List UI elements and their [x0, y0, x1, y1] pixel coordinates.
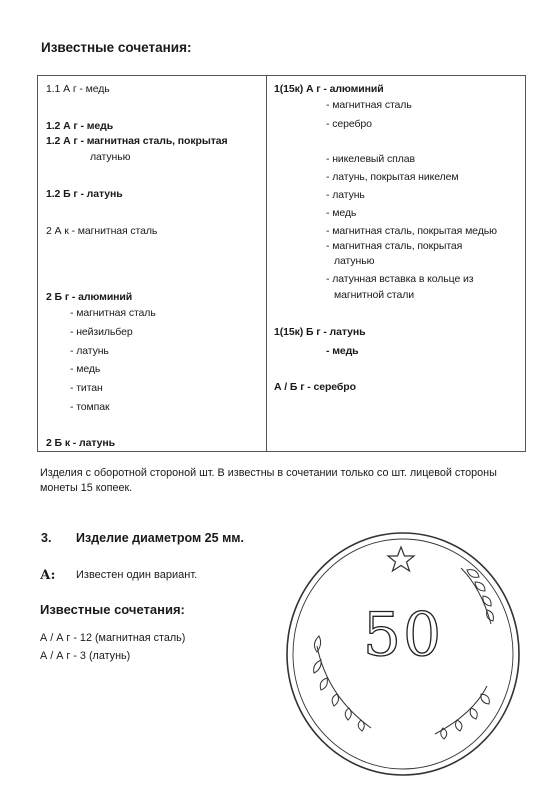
- table-cell-left: 2 Б г - алюминий: [46, 291, 133, 303]
- known-combinations-heading: Известные сочетания:: [41, 40, 192, 55]
- star-icon: [388, 547, 414, 571]
- table-cell-right: латунью: [334, 255, 375, 267]
- table-cell-left: - магнитная сталь: [70, 307, 156, 319]
- section-number: 3.: [41, 531, 52, 545]
- right-wreath-bottom-icon: [435, 686, 489, 739]
- table-cell-left: - медь: [70, 363, 101, 375]
- table-cell-right: 1(15к) А г - алюминий: [274, 83, 384, 95]
- table-cell-left: 1.2 А г - медь: [46, 120, 114, 132]
- table-cell-right: - латунная вставка в кольце из: [326, 273, 474, 285]
- table-cell-right: 1(15к) Б г - латунь: [274, 326, 366, 338]
- coin-denomination: 50: [362, 600, 444, 670]
- table-cell-left: 2 А к - магнитная сталь: [46, 225, 158, 237]
- table-cell-right: А / Б г - серебро: [274, 381, 356, 393]
- combination-item: А / А г - 12 (магнитная сталь): [40, 632, 186, 644]
- section-title: Изделие диаметром 25 мм.: [76, 531, 245, 545]
- table-cell-left: - томпак: [70, 401, 110, 413]
- table-cell-right: - магнитная сталь, покрытая: [326, 240, 463, 252]
- table-cell-right: - медь: [326, 345, 359, 357]
- known-combinations-heading-2: Известные сочетания:: [40, 602, 185, 617]
- table-cell-left: латунью: [90, 151, 131, 163]
- note-paragraph: Изделия с оборотной стороной шт. В известны в сочетании только со шт. лицевой стороны монеты 15 копеек.: [40, 467, 497, 494]
- section-3-heading: [41, 531, 245, 545]
- table-cell-left: - нейзильбер: [70, 326, 133, 338]
- table-cell-left: 2 Б к - латунь: [46, 437, 115, 449]
- table-cell-right: - латунь: [326, 189, 365, 201]
- right-wreath-top-icon: [461, 568, 493, 624]
- answer-text: Известен один вариант.: [76, 569, 198, 581]
- table-cell-right: магнитной стали: [334, 289, 415, 301]
- table-cell-right: - никелевый сплав: [326, 153, 415, 165]
- coin-illustration: [283, 528, 523, 780]
- answer-label: А:: [40, 568, 56, 583]
- combination-item: А / А г - 3 (латунь): [40, 650, 131, 662]
- table-cell-left: 1.2 А г - магнитная сталь, покрытая: [46, 135, 228, 147]
- table-cell-right: - серебро: [326, 118, 372, 130]
- table-column-divider: [266, 76, 267, 451]
- table-cell-left: 1.2 Б г - латунь: [46, 188, 123, 200]
- answer-line: [40, 568, 198, 583]
- table-cell-right: - магнитная сталь: [326, 99, 412, 111]
- table-cell-right: - магнитная сталь, покрытая медью: [326, 225, 497, 237]
- table-cell-right: - медь: [326, 207, 357, 219]
- table-cell-left: 1.1 А г - медь: [46, 83, 110, 95]
- table-cell-left: - титан: [70, 382, 103, 394]
- table-cell-left: - латунь: [70, 345, 109, 357]
- table-cell-right: - латунь, покрытая никелем: [326, 171, 459, 183]
- combinations-table: [37, 75, 526, 452]
